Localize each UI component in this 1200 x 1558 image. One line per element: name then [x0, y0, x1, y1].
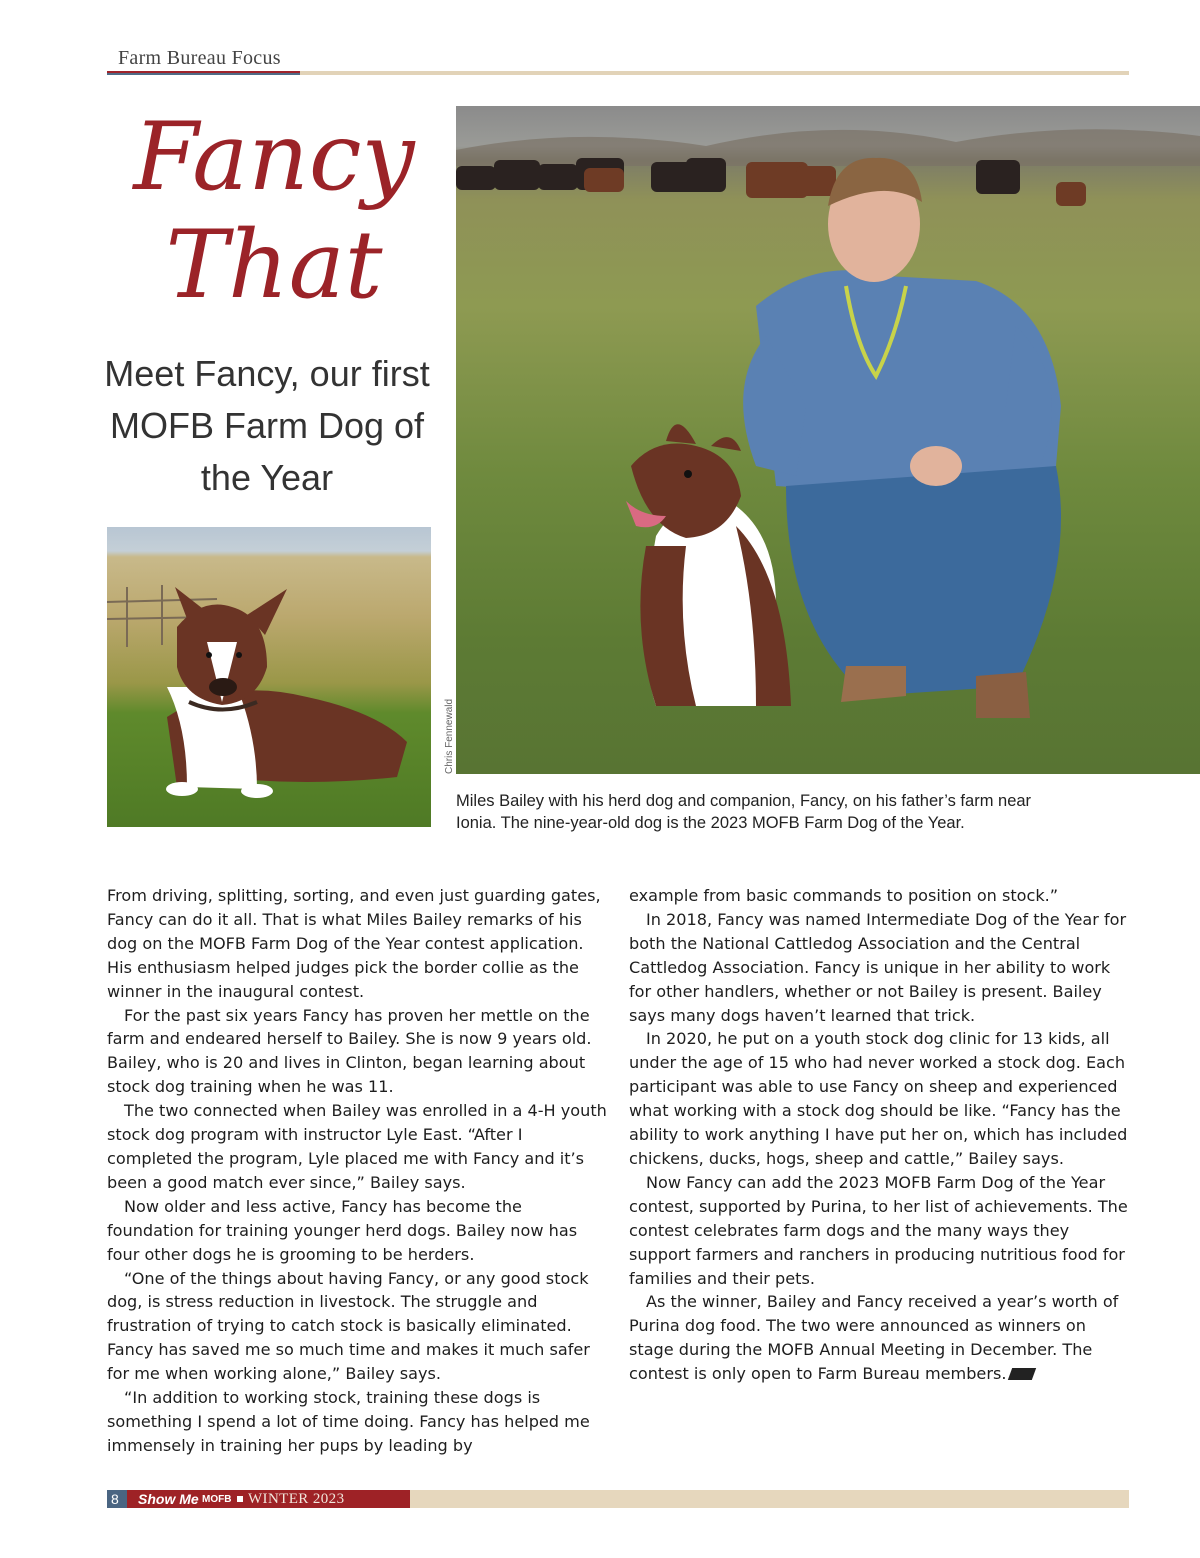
- paragraph: For the past six years Fancy has proven her mettle on the farm and endeared herself to Bailey. She is now 9 years old. Bailey, who is 20 and lives in Clinton, began learning about stock dog training when he was 11.: [107, 1005, 592, 1097]
- paragraph: Now Fancy can add the 2023 MOFB Farm Dog of the Year contest, supported by Purina, to her list of achievements. The contest celebrates farm dogs and the many ways they support farmers and ranchers in producing nutritious food for families and their pets.: [629, 1172, 1128, 1288]
- photo-caption: Miles Bailey with his herd dog and companion, Fancy, on his father’s farm near Ionia. The nine-year-old dog is the 2023 MOFB Farm Dog of the Year.: [456, 792, 1032, 832]
- paragraph: “One of the things about having Fancy, or any good stock dog, is stress reduction in livestock. The struggle and frustration of trying to catch stock is basically eliminated. Fancy has saved me so much time and makes it much safer for me when working alone,” Bailey says.: [107, 1268, 590, 1384]
- photo-credit: Chris Fennewald: [444, 698, 455, 774]
- magazine-brand: Show Me: [138, 1491, 199, 1507]
- inset-photo-illustration: [107, 527, 431, 827]
- header-rule: [300, 71, 1129, 75]
- paragraph-last: [629, 1290, 1129, 1386]
- footer-rule: [410, 1490, 1129, 1508]
- main-photo-illustration: [456, 106, 1200, 774]
- magazine-brand-small: MOFB: [202, 1494, 232, 1505]
- article-subtitle: Meet Fancy, our first MOFB Farm Dog of the Year: [104, 353, 430, 498]
- section-label: Farm Bureau Focus: [118, 47, 281, 69]
- paragraph: “In addition to working stock, training these dogs is something I spend a lot of time doing. Fancy has helped me immensely in training her pups by leading by: [107, 1388, 590, 1455]
- footer-separator-icon: [237, 1496, 243, 1502]
- paragraph: Now older and less active, Fancy has become the foundation for training younger herd dogs. Bailey now has four other dogs he is grooming to be herders.: [107, 1196, 578, 1264]
- paragraph: From driving, splitting, sorting, and even just guarding gates, Fancy can do it all. That is what Miles Bailey remarks of his dog on the MOFB Farm Dog of the Year contest application. His enthusiasm helped judges pick the border collie as the winner in the inaugural contest.: [107, 886, 601, 1001]
- title-line-1: Fancy: [133, 103, 415, 212]
- title-line-2: That: [165, 211, 383, 320]
- main-photo: [456, 106, 1200, 774]
- issue-season: WINTER 2023: [248, 1491, 345, 1507]
- page-number: 8: [111, 1491, 119, 1507]
- paragraph: In 2018, Fancy was named Intermediate Dog of the Year for both the National Cattledog Association and the Central Cattledog Association. Fancy is unique in her ability to work for other handlers, whether or not Bailey is present. Bailey says many dogs haven’t learned that trick.: [629, 909, 1127, 1025]
- article-column-left: [107, 884, 607, 1458]
- paragraph: The two connected when Bailey was enrolled in a 4-H youth stock dog program with instructor Lyle East. “After I completed the program, Lyle placed me with Fancy and it’s been a good match ever since,” Bailey says.: [107, 1101, 607, 1192]
- paragraph: example from basic commands to position on stock.”: [629, 886, 1059, 905]
- end-mark-icon: [1008, 1368, 1036, 1380]
- header-rule-accent: [107, 71, 300, 75]
- article-column-right: [629, 884, 1129, 1386]
- inset-photo: [107, 527, 431, 827]
- paragraph-text: As the winner, Bailey and Fancy received a year’s worth of Purina dog food. The two were announced as winners on stage during the MOFB Annual Meeting in December. The contest is only open to Farm Bureau members.: [629, 1292, 1119, 1384]
- paragraph: In 2020, he put on a youth stock dog clinic for 13 kids, all under the age of 15 who had never worked a stock dog. Each participant was able to use Fancy on sheep and experienced what working with a stock dog should be like. “Fancy has the ability to work anything I have put her on, which has included chickens, ducks, hogs, sheep and cattle,” Bailey says.: [629, 1029, 1128, 1168]
- article-title: [104, 104, 444, 320]
